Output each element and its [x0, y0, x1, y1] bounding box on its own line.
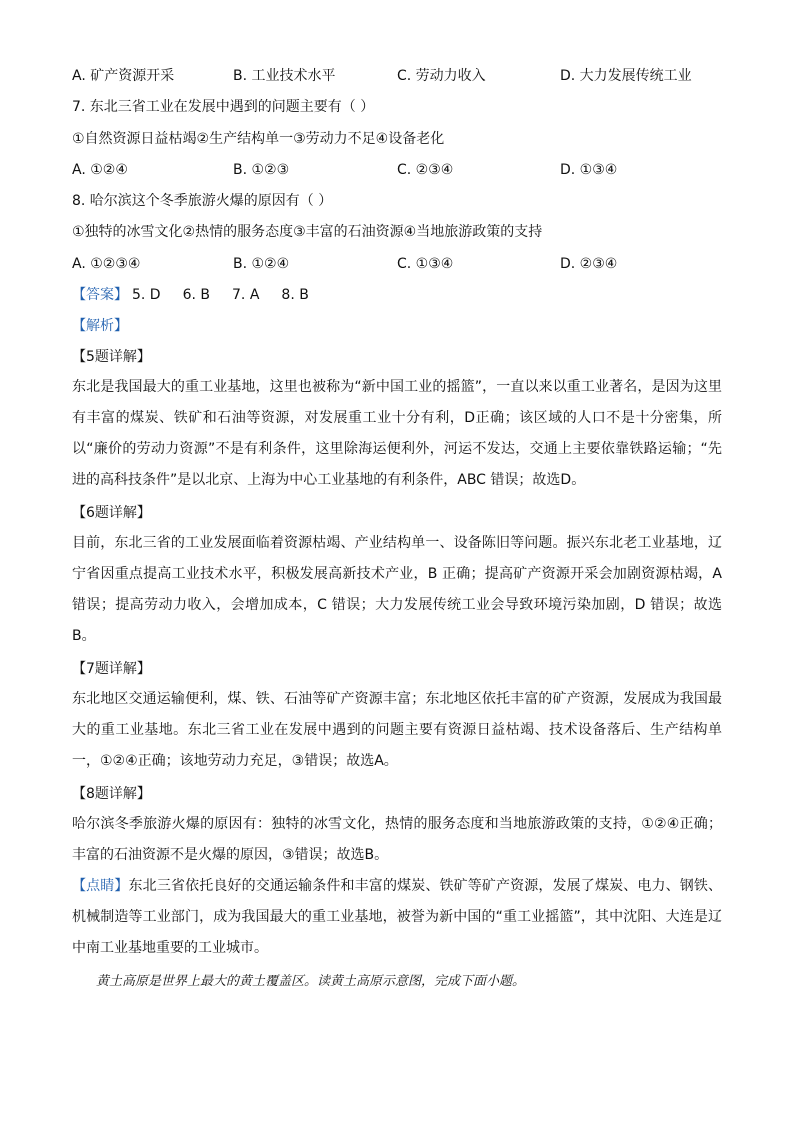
answer-7: 7. A: [232, 287, 260, 303]
q8-option-a: A. ①②③④: [72, 256, 141, 272]
comment-tag: 【点睛】: [72, 878, 129, 894]
q8-option-b: B. ①②④: [233, 256, 290, 272]
answer-6: 6. B: [182, 287, 211, 303]
q8-stem: 8. 哈尔滨这个冬季旅游火爆的原因有（ ）: [72, 193, 333, 209]
q8-items: ①独特的冰雪文化②热情的服务态度③丰富的石油资源④当地旅游政策的支持: [72, 224, 543, 240]
answer-line: [72, 285, 331, 305]
q7-option-b: B. ①②③: [233, 162, 290, 178]
detail-8-text: 哈尔滨冬季旅游火爆的原因有：独特的冰雪文化，热情的服务态度和当地旅游政策的支持，①②④正确；丰富的石油资源不是火爆的原因，③错误；故选B。: [72, 816, 722, 863]
q7-options: [72, 160, 722, 180]
q7-items: ①自然资源日益枯竭②生产结构单一③劳动力不足④设备老化: [72, 131, 445, 147]
detail-7-text: 东北地区交通运输便利，煤、铁、石油等矿产资源丰富；东北地区依托丰富的矿产资源，发展成为我国最大的重工业基地。东北三省工业在发展中遇到的问题主要有资源日益枯竭、技术设备落后、生产结构单一，①②④正确；该地劳动力充足，③错误；故选A。: [72, 691, 722, 769]
q8-option-d: D. ②③④: [560, 256, 618, 272]
detail-7-tag: 【7题详解】: [72, 661, 151, 677]
comment-block: [72, 871, 722, 964]
detail-6-tag: 【6题详解】: [72, 505, 151, 521]
q7-option-d: D. ①③④: [560, 162, 618, 178]
next-section-intro: 黄土高原是世界上最大的黄土覆盖区。读黄土高原示意图，完成下面小题。: [96, 974, 526, 989]
detail-6-text: 目前，东北三省的工业发展面临着资源枯竭、产业结构单一、设备陈旧等问题。振兴东北老工业基地，辽宁省因重点提高工业技术水平，积极发展高新技术产业，B 正确；提高矿产资源开采会加剧资源枯竭，A错误；提高劳动力收入，会增加成本，C 错误；大力发展传统工业会导致环境污染加剧，D 错误；故选B。: [72, 535, 722, 644]
detail-5-text: 东北是我国最大的重工业基地，这里也被称为“新中国工业的摇篮”，一直以来以重工业著名，是因为这里有丰富的煤炭、铁矿和石油等资源，对发展重工业十分有利，D正确；该区域的人口不是十分密集，所以“廉价的劳动力资源”不是有利条件，这里除海运便利外，河运不发达，交通上主要依靠铁路运输；“先进的高科技条件”是以北京、上海为中心工业基地的有利条件，ABC 错误；故选D。: [72, 379, 722, 488]
analysis-tag: 【解析】: [72, 318, 128, 334]
q7-option-a: A. ①②④: [72, 162, 128, 178]
detail-8-tag: 【8题详解】: [72, 786, 151, 802]
q6-option-b: B. 工业技术水平: [233, 68, 336, 84]
q6-option-c: C. 劳动力收入: [397, 68, 486, 84]
q8-options: [72, 254, 722, 274]
answer-tag: 【答案】: [72, 287, 128, 303]
answer-8: 8. B: [281, 287, 309, 303]
answer-5: 5. D: [132, 287, 161, 303]
q6-options: [72, 66, 722, 86]
q6-option-a: A. 矿产资源开采: [72, 68, 175, 84]
comment-text: 东北三省依托良好的交通运输条件和丰富的煤炭、铁矿等矿产资源，发展了煤炭、电力、钢铁、机械制造等工业部门，成为我国最大的重工业基地，被誉为新中国的“重工业摇篮”，其中沈阳、大连是辽中南工业基地重要的工业城市。: [72, 878, 723, 956]
detail-5-tag: 【5题详解】: [72, 349, 151, 365]
q7-stem: 7. 东北三省工业在发展中遇到的问题主要有（ ）: [72, 99, 375, 115]
q6-option-d: D. 大力发展传统工业: [560, 68, 692, 84]
q8-option-c: C. ①③④: [397, 256, 454, 272]
q7-option-c: C. ②③④: [397, 162, 454, 178]
